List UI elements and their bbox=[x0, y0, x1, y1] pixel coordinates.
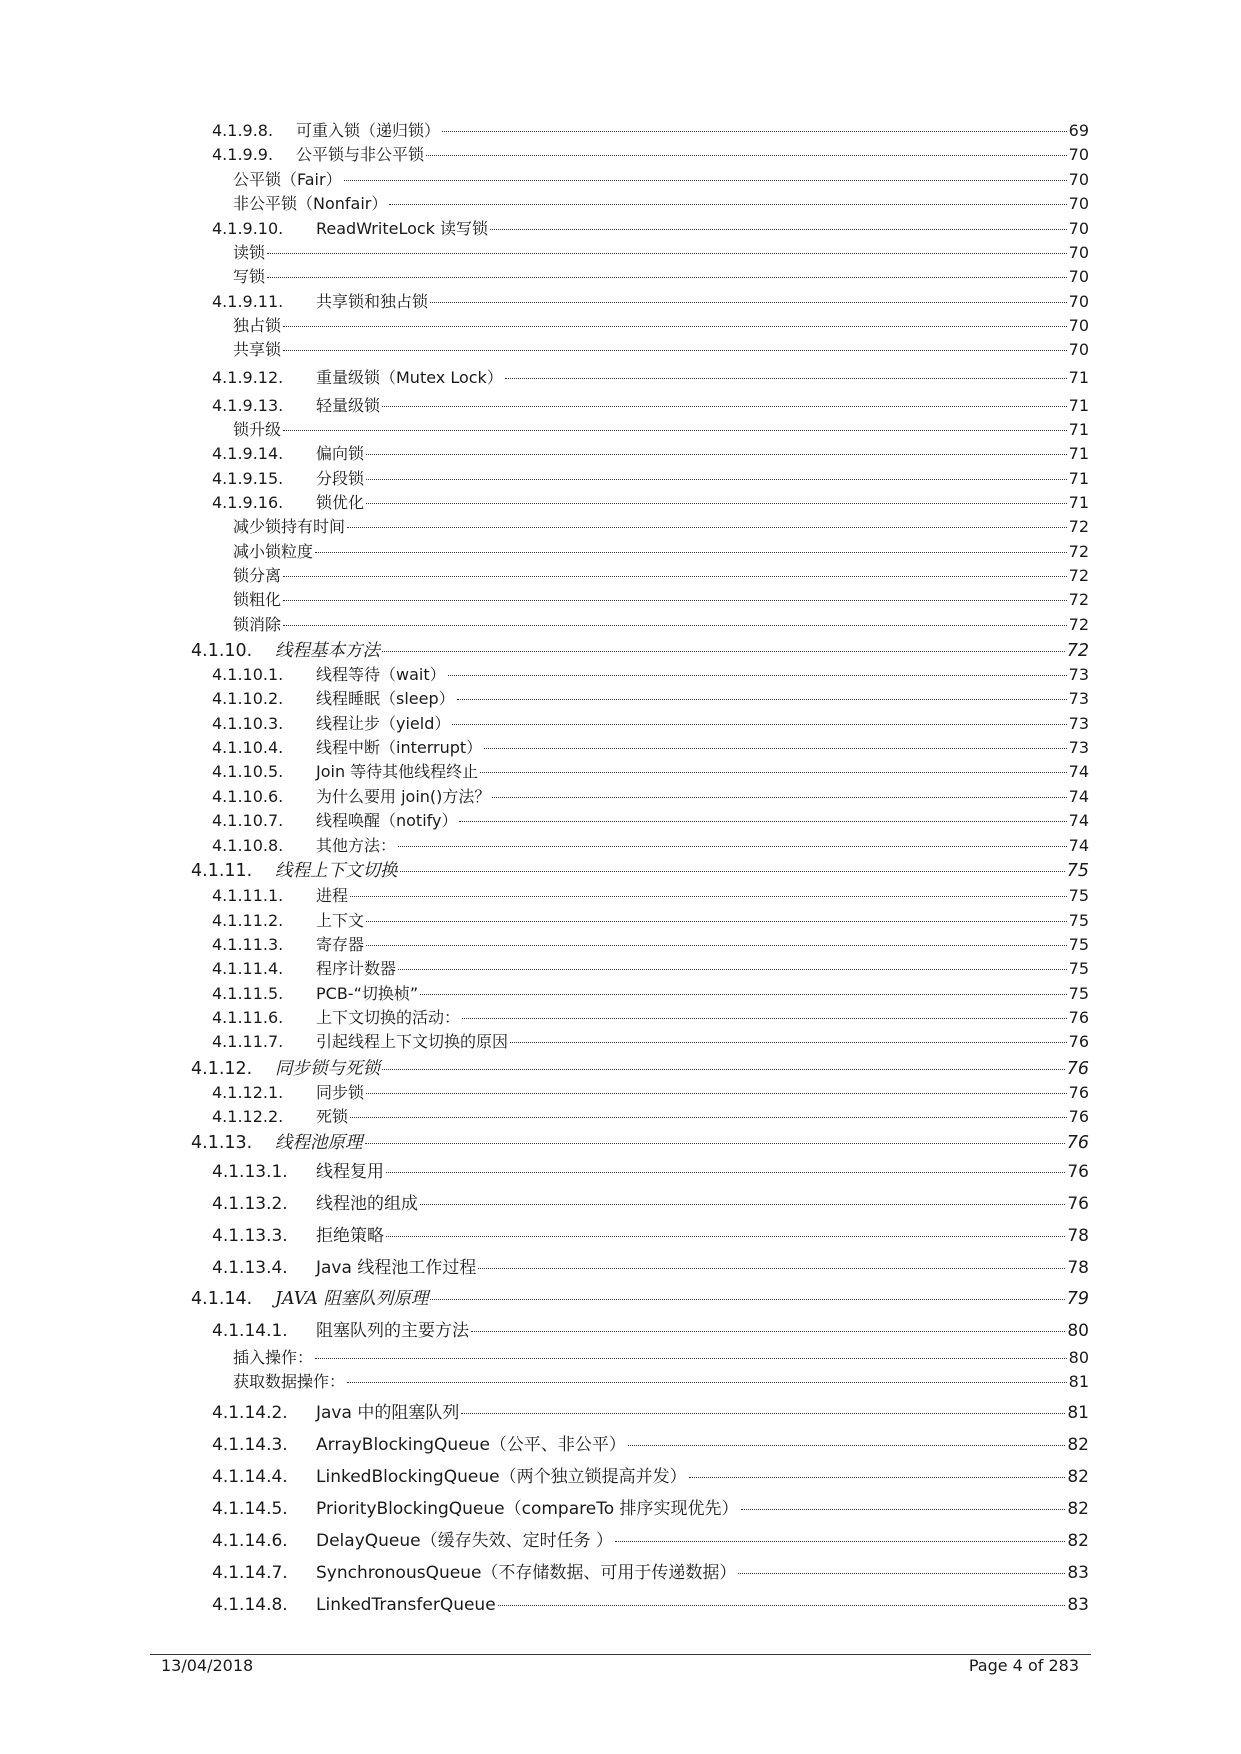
toc-entry[interactable] bbox=[233, 420, 1089, 440]
toc-entry-page: 71 bbox=[1068, 469, 1089, 488]
toc-entry-title: 寄存器 bbox=[316, 935, 365, 954]
toc-entry-title: 分段锁 bbox=[316, 469, 365, 488]
toc-entry-title: 程序计数器 bbox=[316, 959, 397, 978]
toc-entry[interactable] bbox=[212, 1032, 1089, 1052]
toc-entry-page: 72 bbox=[1068, 566, 1089, 585]
toc-entry-page: 76 bbox=[1067, 1194, 1089, 1214]
toc-entry[interactable] bbox=[212, 469, 1089, 489]
toc-entry-page: 70 bbox=[1068, 292, 1089, 311]
toc-entry[interactable] bbox=[212, 1434, 1089, 1456]
toc-dot-leader bbox=[350, 896, 1067, 897]
toc-entry-title: 可重入锁（递归锁） bbox=[296, 121, 441, 140]
toc-dot-leader bbox=[459, 821, 1066, 822]
toc-entry-page: 76 bbox=[1068, 1008, 1089, 1027]
toc-dot-leader bbox=[366, 921, 1067, 922]
toc-entry-title: 线程中断（interrupt） bbox=[316, 738, 483, 757]
toc-entry[interactable] bbox=[212, 738, 1089, 758]
toc-entry[interactable] bbox=[212, 935, 1089, 955]
toc-entry[interactable] bbox=[233, 590, 1089, 610]
toc-entry-page: 83 bbox=[1067, 1563, 1089, 1583]
toc-entry-page: 74 bbox=[1068, 787, 1089, 806]
toc-dot-leader bbox=[420, 994, 1066, 995]
toc-entry-number: 4.1.14.7. bbox=[212, 1563, 288, 1583]
toc-entry[interactable] bbox=[233, 542, 1089, 562]
toc-dot-leader bbox=[492, 797, 1066, 798]
toc-dot-leader bbox=[462, 1018, 1067, 1019]
toc-entry-number: 4.1.13.1. bbox=[212, 1162, 288, 1182]
toc-entry-page: 75 bbox=[1068, 911, 1089, 930]
footer-divider bbox=[150, 1654, 1091, 1655]
toc-entry-page: 80 bbox=[1068, 1348, 1089, 1367]
toc-entry-page: 70 bbox=[1068, 194, 1089, 213]
toc-dot-leader bbox=[344, 180, 1067, 181]
toc-entry-page: 69 bbox=[1068, 121, 1089, 140]
toc-entry[interactable] bbox=[212, 292, 1089, 312]
toc-entry-page: 72 bbox=[1068, 517, 1089, 536]
toc-entry-title: 引起线程上下文切换的原因 bbox=[316, 1032, 509, 1051]
toc-entry-title: 锁消除 bbox=[233, 615, 282, 634]
toc-entry-title: 轻量级锁 bbox=[316, 396, 381, 415]
toc-entry-page: 70 bbox=[1068, 145, 1089, 164]
toc-entry-page: 70 bbox=[1068, 267, 1089, 286]
toc-entry[interactable] bbox=[233, 170, 1089, 190]
toc-entry-title: ArrayBlockingQueue（公平、非公平） bbox=[316, 1435, 626, 1455]
toc-entry-page: 75 bbox=[1066, 861, 1089, 881]
toc-dot-leader bbox=[382, 1069, 1065, 1070]
toc-entry-page: 70 bbox=[1068, 243, 1089, 262]
toc-entry-title: LinkedBlockingQueue（两个独立锁提高并发） bbox=[316, 1467, 687, 1487]
toc-entry[interactable] bbox=[212, 1402, 1089, 1424]
toc-entry-number: 4.1.9.9. bbox=[212, 145, 274, 164]
toc-dot-leader bbox=[628, 1445, 1065, 1446]
toc-entry-page: 73 bbox=[1068, 665, 1089, 684]
toc-dot-leader bbox=[490, 229, 1067, 230]
toc-entry-title: 减少锁持有时间 bbox=[233, 517, 346, 536]
toc-dot-leader bbox=[510, 1042, 1067, 1043]
toc-dot-leader bbox=[283, 350, 1067, 351]
toc-entry-title: 同步锁与死锁 bbox=[275, 1059, 380, 1079]
toc-entry-title: 其他方法： bbox=[316, 836, 397, 855]
toc-entry[interactable] bbox=[212, 959, 1089, 979]
toc-entry-number: 4.1.13. bbox=[191, 1133, 253, 1153]
toc-entry-number: 4.1.10.8. bbox=[212, 836, 284, 855]
toc-dot-leader bbox=[283, 576, 1067, 577]
toc-dot-leader bbox=[738, 1573, 1065, 1574]
toc-entry-number: 4.1.9.8. bbox=[212, 121, 274, 140]
toc-dot-leader bbox=[366, 503, 1067, 504]
toc-entry-title: 读锁 bbox=[233, 243, 266, 262]
toc-dot-leader bbox=[461, 1413, 1065, 1414]
toc-entry-title: DelayQueue（缓存失效、定时任务 ） bbox=[316, 1531, 614, 1551]
toc-dot-leader bbox=[347, 1382, 1067, 1383]
toc-entry[interactable] bbox=[212, 1562, 1089, 1584]
toc-dot-leader bbox=[484, 748, 1066, 749]
toc-dot-leader bbox=[430, 1299, 1064, 1300]
toc-entry-page: 75 bbox=[1068, 886, 1089, 905]
toc-entry-title: 锁粗化 bbox=[233, 590, 282, 609]
toc-entry-number: 4.1.9.10. bbox=[212, 219, 284, 238]
toc-entry[interactable] bbox=[212, 219, 1089, 239]
toc-entry-title: Java 中的阻塞队列 bbox=[316, 1403, 460, 1423]
toc-entry-number: 4.1.11.7. bbox=[212, 1032, 284, 1051]
toc-entry-number: 4.1.14.1. bbox=[212, 1321, 288, 1341]
toc-entry-number: 4.1.12. bbox=[191, 1059, 253, 1079]
toc-entry-page: 70 bbox=[1068, 316, 1089, 335]
toc-entry[interactable] bbox=[212, 1498, 1089, 1520]
toc-dot-leader bbox=[400, 871, 1065, 872]
toc-entry-page: 76 bbox=[1066, 1059, 1089, 1079]
toc-dot-leader bbox=[389, 204, 1066, 205]
toc-entry[interactable] bbox=[233, 615, 1089, 635]
toc-entry-number: 4.1.14.4. bbox=[212, 1467, 288, 1487]
toc-entry-title: 死锁 bbox=[316, 1107, 349, 1126]
toc-entry-number: 4.1.13.3. bbox=[212, 1226, 288, 1246]
toc-entry[interactable] bbox=[233, 316, 1089, 336]
toc-entry-page: 76 bbox=[1068, 1107, 1089, 1126]
toc-dot-leader bbox=[267, 277, 1067, 278]
toc-entry-number: 4.1.14.6. bbox=[212, 1531, 288, 1551]
toc-entry-page: 71 bbox=[1068, 368, 1089, 387]
toc-entry-page: 76 bbox=[1066, 1133, 1089, 1153]
toc-entry-title: 非公平锁（Nonfair） bbox=[233, 194, 388, 213]
toc-dot-leader bbox=[615, 1541, 1065, 1542]
toc-entry-page: 74 bbox=[1068, 762, 1089, 781]
toc-entry-page: 74 bbox=[1068, 811, 1089, 830]
toc-dot-leader bbox=[478, 1268, 1065, 1269]
toc-entry[interactable] bbox=[233, 1372, 1089, 1392]
toc-entry-number: 4.1.9.15. bbox=[212, 469, 284, 488]
toc-entry-title: 获取数据操作： bbox=[233, 1372, 346, 1391]
toc-entry-page: 72 bbox=[1068, 590, 1089, 609]
toc-entry-page: 74 bbox=[1068, 836, 1089, 855]
toc-dot-leader bbox=[480, 772, 1066, 773]
toc-entry[interactable] bbox=[212, 1257, 1089, 1279]
toc-entry-page: 75 bbox=[1068, 959, 1089, 978]
toc-entry-page: 73 bbox=[1068, 689, 1089, 708]
toc-dot-leader bbox=[420, 1204, 1065, 1205]
toc-entry-number: 4.1.12.2. bbox=[212, 1107, 284, 1126]
toc-entry-number: 4.1.9.14. bbox=[212, 444, 284, 463]
toc-entry-number: 4.1.11.5. bbox=[212, 984, 284, 1003]
toc-entry-number: 4.1.10.6. bbox=[212, 787, 284, 806]
toc-entry[interactable] bbox=[233, 243, 1089, 263]
toc-dot-leader bbox=[315, 552, 1067, 553]
toc-entry-title: LinkedTransferQueue bbox=[316, 1595, 496, 1615]
toc-dot-leader bbox=[315, 1358, 1067, 1359]
toc-entry[interactable] bbox=[212, 121, 1089, 141]
toc-dot-leader bbox=[442, 131, 1067, 132]
toc-dot-leader bbox=[430, 302, 1067, 303]
footer-page-number: Page 4 of 283 bbox=[968, 1656, 1079, 1675]
toc-entry-number: 4.1.12.1. bbox=[212, 1083, 284, 1102]
toc-entry-page: 72 bbox=[1066, 641, 1089, 661]
toc-entry-page: 70 bbox=[1068, 340, 1089, 359]
toc-entry-title: 锁分离 bbox=[233, 566, 282, 585]
toc-entry-page: 72 bbox=[1068, 615, 1089, 634]
toc-entry-title: 公平锁与非公平锁 bbox=[296, 145, 425, 164]
toc-entry-title: 为什么要用 join()方法？ bbox=[316, 787, 491, 806]
toc-entry-title: 公平锁（Fair） bbox=[233, 170, 342, 189]
toc-entry-number: 4.1.11.1. bbox=[212, 886, 284, 905]
toc-entry-title: 拒绝策略 bbox=[316, 1226, 384, 1246]
toc-entry-page: 72 bbox=[1068, 542, 1089, 561]
toc-dot-leader bbox=[366, 454, 1067, 455]
toc-entry[interactable] bbox=[212, 689, 1089, 709]
toc-dot-leader bbox=[382, 651, 1065, 652]
toc-dot-leader bbox=[398, 969, 1067, 970]
toc-dot-leader bbox=[689, 1477, 1066, 1478]
toc-entry-page: 76 bbox=[1067, 1162, 1089, 1182]
toc-dot-leader bbox=[283, 430, 1067, 431]
toc-entry-number: 4.1.14.5. bbox=[212, 1499, 288, 1519]
toc-entry-page: 78 bbox=[1067, 1226, 1089, 1246]
toc-entry-page: 80 bbox=[1067, 1321, 1089, 1341]
toc-entry-number: 4.1.13.4. bbox=[212, 1258, 288, 1278]
toc-dot-leader bbox=[267, 253, 1067, 254]
toc-entry[interactable] bbox=[212, 1008, 1089, 1028]
toc-entry-number: 4.1.10.2. bbox=[212, 689, 284, 708]
toc-entry-title: 线程池原理 bbox=[275, 1133, 363, 1153]
toc-entry-title: ReadWriteLock 读写锁 bbox=[316, 219, 489, 238]
toc-entry-title: 共享锁和独占锁 bbox=[316, 292, 429, 311]
toc-entry[interactable] bbox=[212, 145, 1089, 165]
toc-entry-number: 4.1.14.8. bbox=[212, 1595, 288, 1615]
toc-entry-title: 独占锁 bbox=[233, 316, 282, 335]
toc-entry-number: 4.1.11.2. bbox=[212, 911, 284, 930]
toc-dot-leader bbox=[283, 600, 1067, 601]
toc-entry[interactable] bbox=[191, 640, 1089, 662]
toc-entry[interactable] bbox=[233, 566, 1089, 586]
toc-entry-title: 锁升级 bbox=[233, 420, 282, 439]
toc-dot-leader bbox=[386, 1172, 1065, 1173]
toc-entry-title: 上下文切换的活动： bbox=[316, 1008, 461, 1027]
toc-entry-title: 偏向锁 bbox=[316, 444, 365, 463]
toc-entry-page: 71 bbox=[1068, 420, 1089, 439]
toc-entry-title: 线程基本方法 bbox=[275, 641, 380, 661]
toc-entry-number: 4.1.9.13. bbox=[212, 396, 284, 415]
toc-dot-leader bbox=[498, 1605, 1066, 1606]
toc-entry[interactable] bbox=[212, 1594, 1089, 1616]
toc-entry-title: 共享锁 bbox=[233, 340, 282, 359]
toc-dot-leader bbox=[426, 155, 1067, 156]
toc-dot-leader bbox=[347, 527, 1067, 528]
toc-entry-page: 73 bbox=[1068, 714, 1089, 733]
toc-entry-title: 阻塞队列的主要方法 bbox=[316, 1321, 469, 1341]
toc-entry-page: 71 bbox=[1068, 493, 1089, 512]
toc-entry-number: 4.1.10.4. bbox=[212, 738, 284, 757]
toc-entry-number: 4.1.11.6. bbox=[212, 1008, 284, 1027]
toc-entry[interactable] bbox=[212, 836, 1089, 856]
toc-dot-leader bbox=[366, 479, 1067, 480]
toc-entry-title: 线程等待（wait） bbox=[316, 665, 446, 684]
toc-entry[interactable] bbox=[212, 984, 1089, 1004]
toc-entry-number: 4.1.11.4. bbox=[212, 959, 284, 978]
toc-entry-page: 76 bbox=[1068, 1083, 1089, 1102]
toc-entry-number: 4.1.9.12. bbox=[212, 368, 284, 387]
toc-entry[interactable] bbox=[212, 665, 1089, 685]
toc-entry-title: 线程上下文切换 bbox=[275, 861, 398, 881]
toc-entry-page: 82 bbox=[1067, 1435, 1089, 1455]
toc-entry-number: 4.1.11. bbox=[191, 861, 253, 881]
toc-dot-leader bbox=[366, 945, 1067, 946]
toc-entry[interactable] bbox=[212, 1320, 1089, 1342]
toc-entry[interactable] bbox=[191, 860, 1089, 882]
toc-entry-title: 线程睡眠（sleep） bbox=[316, 689, 455, 708]
toc-entry-page: 79 bbox=[1066, 1289, 1089, 1309]
toc-entry-title: PCB-“切换桢” bbox=[316, 984, 419, 1003]
toc-entry[interactable] bbox=[212, 368, 1089, 388]
toc-entry-page: 82 bbox=[1067, 1531, 1089, 1551]
toc-entry-number: 4.1.10.5. bbox=[212, 762, 284, 781]
toc-dot-leader bbox=[452, 724, 1066, 725]
toc-entry[interactable] bbox=[191, 1288, 1089, 1310]
toc-entry-page: 81 bbox=[1068, 1372, 1089, 1391]
toc-entry-page: 82 bbox=[1067, 1467, 1089, 1487]
footer-date: 13/04/2018 bbox=[161, 1656, 254, 1675]
toc-dot-leader bbox=[741, 1509, 1066, 1510]
toc-entry[interactable] bbox=[212, 493, 1089, 513]
toc-dot-leader bbox=[505, 378, 1067, 379]
toc-entry-page: 70 bbox=[1068, 170, 1089, 189]
toc-dot-leader bbox=[448, 675, 1067, 676]
toc-entry[interactable] bbox=[212, 762, 1089, 782]
toc-entry[interactable] bbox=[233, 194, 1089, 214]
toc-entry-number: 4.1.9.11. bbox=[212, 292, 284, 311]
toc-entry[interactable] bbox=[212, 1107, 1089, 1127]
toc-entry[interactable] bbox=[212, 1193, 1089, 1215]
toc-entry[interactable] bbox=[212, 1161, 1089, 1183]
toc-entry-number: 4.1.10.1. bbox=[212, 665, 284, 684]
toc-entry-page: 75 bbox=[1068, 935, 1089, 954]
toc-entry-title: 写锁 bbox=[233, 267, 266, 286]
toc-entry-page: 82 bbox=[1067, 1499, 1089, 1519]
toc-entry[interactable] bbox=[233, 517, 1089, 537]
toc-entry-title: 重量级锁（Mutex Lock） bbox=[316, 368, 503, 387]
toc-entry[interactable] bbox=[212, 911, 1089, 931]
toc-entry-number: 4.1.14. bbox=[191, 1289, 253, 1309]
toc-entry-number: 4.1.9.16. bbox=[212, 493, 284, 512]
toc-dot-leader bbox=[283, 326, 1067, 327]
toc-entry-title: 锁优化 bbox=[316, 493, 365, 512]
toc-entry[interactable] bbox=[191, 1058, 1089, 1080]
toc-entry-title: 线程池的组成 bbox=[316, 1194, 418, 1214]
toc-entry-page: 73 bbox=[1068, 738, 1089, 757]
toc-entry-page: 75 bbox=[1068, 984, 1089, 1003]
toc-entry-title: 进程 bbox=[316, 886, 349, 905]
toc-dot-leader bbox=[457, 699, 1067, 700]
toc-entry[interactable] bbox=[212, 787, 1089, 807]
toc-dot-leader bbox=[471, 1331, 1065, 1332]
toc-entry-number: 4.1.13.2. bbox=[212, 1194, 288, 1214]
toc-dot-leader bbox=[350, 1117, 1067, 1118]
toc-entry-page: 81 bbox=[1067, 1403, 1089, 1423]
toc-entry[interactable] bbox=[212, 444, 1089, 464]
toc-entry-number: 4.1.14.3. bbox=[212, 1435, 288, 1455]
toc-dot-leader bbox=[398, 846, 1067, 847]
toc-entry-title: JAVA 阻塞队列原理 bbox=[275, 1289, 429, 1309]
toc-entry-title: 线程复用 bbox=[316, 1162, 384, 1182]
toc-entry-title: 插入操作： bbox=[233, 1348, 314, 1367]
toc-entry-page: 78 bbox=[1067, 1258, 1089, 1278]
toc-entry[interactable] bbox=[212, 396, 1089, 416]
toc-entry-page: 76 bbox=[1068, 1032, 1089, 1051]
toc-entry-title: 减小锁粒度 bbox=[233, 542, 314, 561]
toc-dot-leader bbox=[365, 1143, 1065, 1144]
toc-entry-number: 4.1.10. bbox=[191, 641, 253, 661]
toc-entry[interactable] bbox=[233, 1348, 1089, 1368]
toc-entry[interactable] bbox=[191, 1132, 1089, 1154]
toc-entry[interactable] bbox=[212, 1530, 1089, 1552]
toc-entry-title: Java 线程池工作过程 bbox=[316, 1258, 477, 1278]
toc-entry-number: 4.1.10.7. bbox=[212, 811, 284, 830]
toc-entry-title: 线程唤醒（notify） bbox=[316, 811, 458, 830]
toc-entry-number: 4.1.10.3. bbox=[212, 714, 284, 733]
toc-entry[interactable] bbox=[212, 1225, 1089, 1247]
toc-entry[interactable] bbox=[212, 1466, 1089, 1488]
toc-entry-title: 同步锁 bbox=[316, 1083, 365, 1102]
toc-entry-title: 上下文 bbox=[316, 911, 365, 930]
toc-dot-leader bbox=[283, 625, 1067, 626]
toc-entry-title: Join 等待其他线程终止 bbox=[316, 762, 479, 781]
toc-entry-title: SynchronousQueue（不存储数据、可用于传递数据） bbox=[316, 1563, 737, 1583]
toc-entry-page: 70 bbox=[1068, 219, 1089, 238]
toc-entry[interactable] bbox=[233, 267, 1089, 287]
toc-entry-page: 71 bbox=[1068, 396, 1089, 415]
toc-dot-leader bbox=[386, 1236, 1065, 1237]
toc-entry-title: PriorityBlockingQueue（compareTo 排序实现优先） bbox=[316, 1499, 739, 1519]
toc-entry-page: 71 bbox=[1068, 444, 1089, 463]
toc-entry[interactable] bbox=[212, 811, 1089, 831]
toc-dot-leader bbox=[382, 406, 1067, 407]
toc-entry-title: 线程让步（yield） bbox=[316, 714, 451, 733]
toc-entry[interactable] bbox=[212, 886, 1089, 906]
toc-entry-number: 4.1.11.3. bbox=[212, 935, 284, 954]
toc-entry[interactable] bbox=[212, 1083, 1089, 1103]
toc-entry-page: 83 bbox=[1067, 1595, 1089, 1615]
toc-entry[interactable] bbox=[212, 714, 1089, 734]
toc-entry[interactable] bbox=[233, 340, 1089, 360]
toc-dot-leader bbox=[366, 1093, 1067, 1094]
toc-entry-number: 4.1.14.2. bbox=[212, 1403, 288, 1423]
